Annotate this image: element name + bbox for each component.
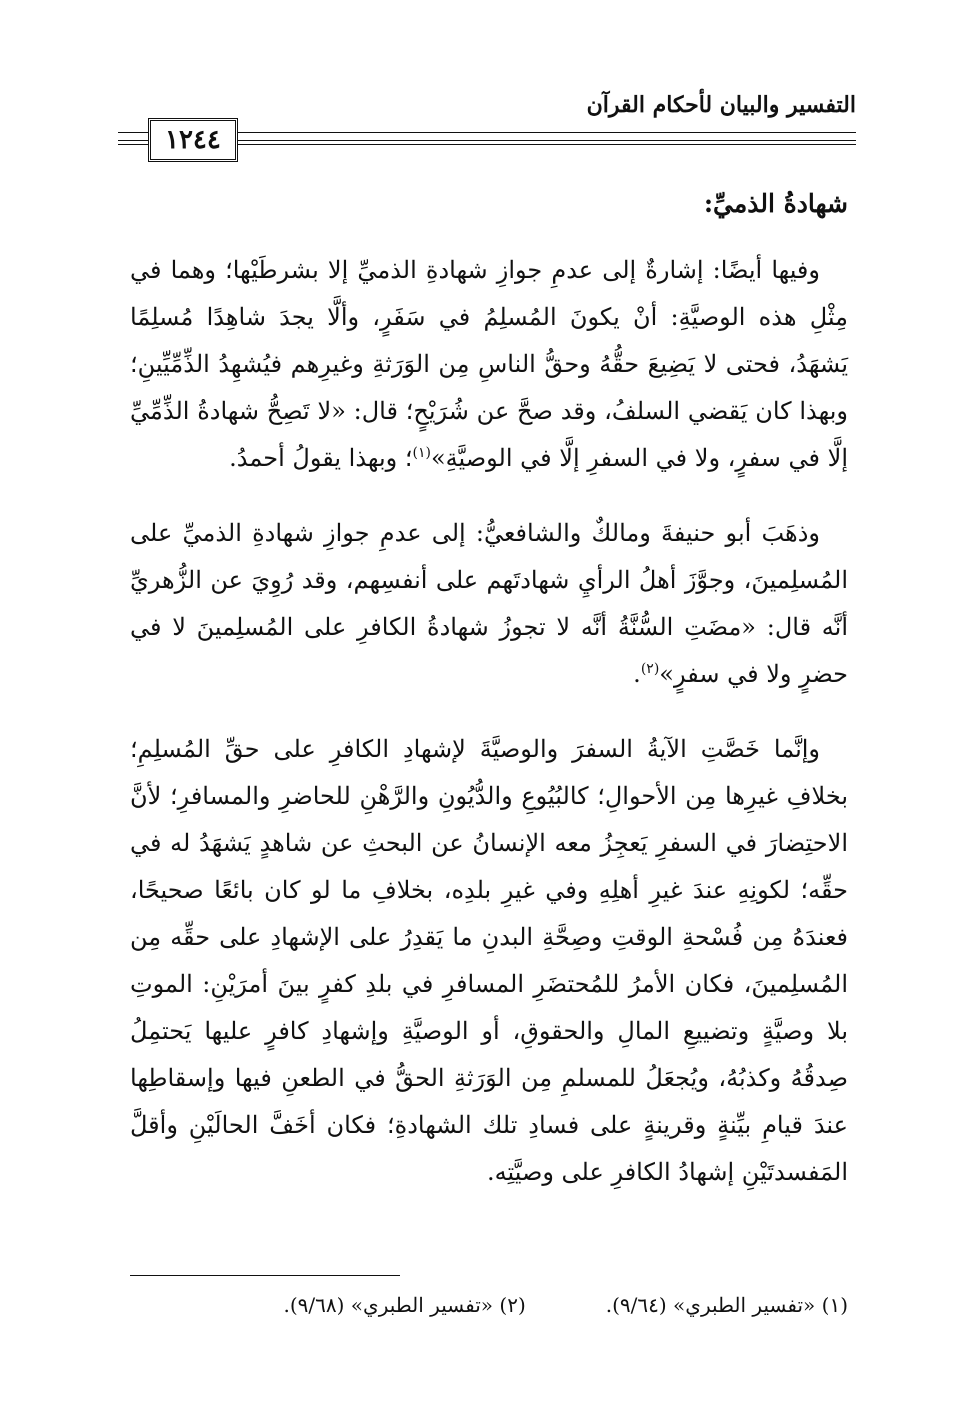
paragraph-2-text: وذهَبَ أبو حنيفةَ ومالكٌ والشافعيُّ: إلى عدمِ جوازِ شهادةِ الذميِّ على المُسلِمينَ، وجوَّزَ أهلُ الرأيِ شهادتَهم على أنفسِهم، وقد رُوِيَ عن الزُّهريِّ أنَّه قال: «مضَتِ السُّنَّةُ أنَّه لا تجوزُ شهادةُ الكافرِ على المُسلِمينَ لا في حضرٍ ولا في سفرٍ» [130, 519, 848, 688]
main-text [130, 180, 848, 1224]
footnote-ref-1: (١) [412, 445, 431, 461]
paragraph-1-tail: ؛ وبهذا يقولُ أحمدُ. [229, 444, 413, 472]
paragraph-2-tail: . [633, 660, 641, 688]
running-header [118, 92, 856, 155]
paragraph-1 [130, 247, 848, 482]
footnote-1-number: (١) [821, 1293, 848, 1317]
running-header-title: التفسير والبيان لأحكام القرآن [586, 92, 856, 118]
footnote-1 [606, 1288, 848, 1322]
paragraph-3 [130, 726, 848, 1196]
section-heading: شهادةُ الذميِّ: [703, 189, 848, 218]
paragraph-2 [130, 510, 848, 698]
paragraph-1-text: وفيها أيضًا: إشارةٌ إلى عدمِ جوازِ شهادةِ الذميِّ إلا بشرطَيْها؛ وهما في مِثْلِ هذه الوصيَّةِ: أنْ يكونَ المُسلِمُ في سَفَرٍ، وألَّا يجدَ شاهِدًا مُسلِمًا يَشهَدُ، فحتى لا يَضِيعَ حقُّهُ وحقُّ الناسِ مِن الوَرَثةِ وغيرِهم فيُشهِدُ الذِّمِّيِّينِ؛ وبهذا كان يَقضي السلفُ، وقد صحَّ عن شُرَيْحٍ؛ قال: «لا تَصِحُّ شهادةُ الذِّمِّيِّ إلَّا في سفرٍ، ولا في السفرِ إلَّا في الوصيَّةِ» [130, 256, 848, 472]
footnote-1-text: «تفسير الطبري» (٩/٦٤). [605, 1293, 816, 1317]
footnote-separator [130, 1275, 400, 1276]
paragraph-3-text: وإنَّما خَصَّتِ الآيةُ السفرَ والوصيَّةَ لإشهادِ الكافرِ على حقِّ المُسلِمِ؛ بخلافِ غيرِها مِن الأحوالِ؛ كالبُيُوعِ والدُّيُونِ والرَّهْنِ للحاضرِ والمسافرِ؛ لأنَّ الاحتِضارَ في السفرِ يَعجِزُ معه الإنسانُ عن البحثِ عن شاهدٍ يَشهَدُ له في حقِّه؛ لكونِهِ عندَ غيرِ أهلِهِ وفي غيرِ بلدِه، بخلافِ ما لو كان بائعًا صحيحًا، فعندَهُ مِن فُسْحةِ الوقتِ وصِحَّةِ البدنِ ما يَقدِرُ على الإشهادِ على حقِّه مِن المُسلِمينَ، فكان الأمرُ للمُحتضَرِ المسافرِ في بلدِ كفرٍ بينَ أمرَيْنِ: الموتِ بلا وصيَّةٍ وتضييعِ المالِ والحقوقِ، أو الوصيَّةِ وإشهادِ كافرٍ عليها يَحتمِلُ صِدقُهُ وكذبُهُ، ويُجعَلُ للمسلمِ مِن الوَرَثةِ الحقُّ في الطعنِ فيها وإسقاطِها عندَ قيامِ بيِّنةٍ وقرينةٍ على فسادِ تلك الشهادةِ؛ فكان أخَفَّ الحالَيْنِ وأقلَّ المَفسدتَيْنِ إشهادُ الكافرِ على وصيَّتِه. [130, 735, 848, 1186]
footnote-2 [284, 1288, 526, 1322]
page-number: ١٢٤٤ [148, 118, 238, 162]
footnote-2-number: (٢) [499, 1293, 526, 1317]
footnote-ref-2: (٢) [640, 661, 660, 677]
footnotes [130, 1288, 848, 1322]
footnote-2-text: «تفسير الطبري» (٩/٦٨). [283, 1293, 494, 1317]
